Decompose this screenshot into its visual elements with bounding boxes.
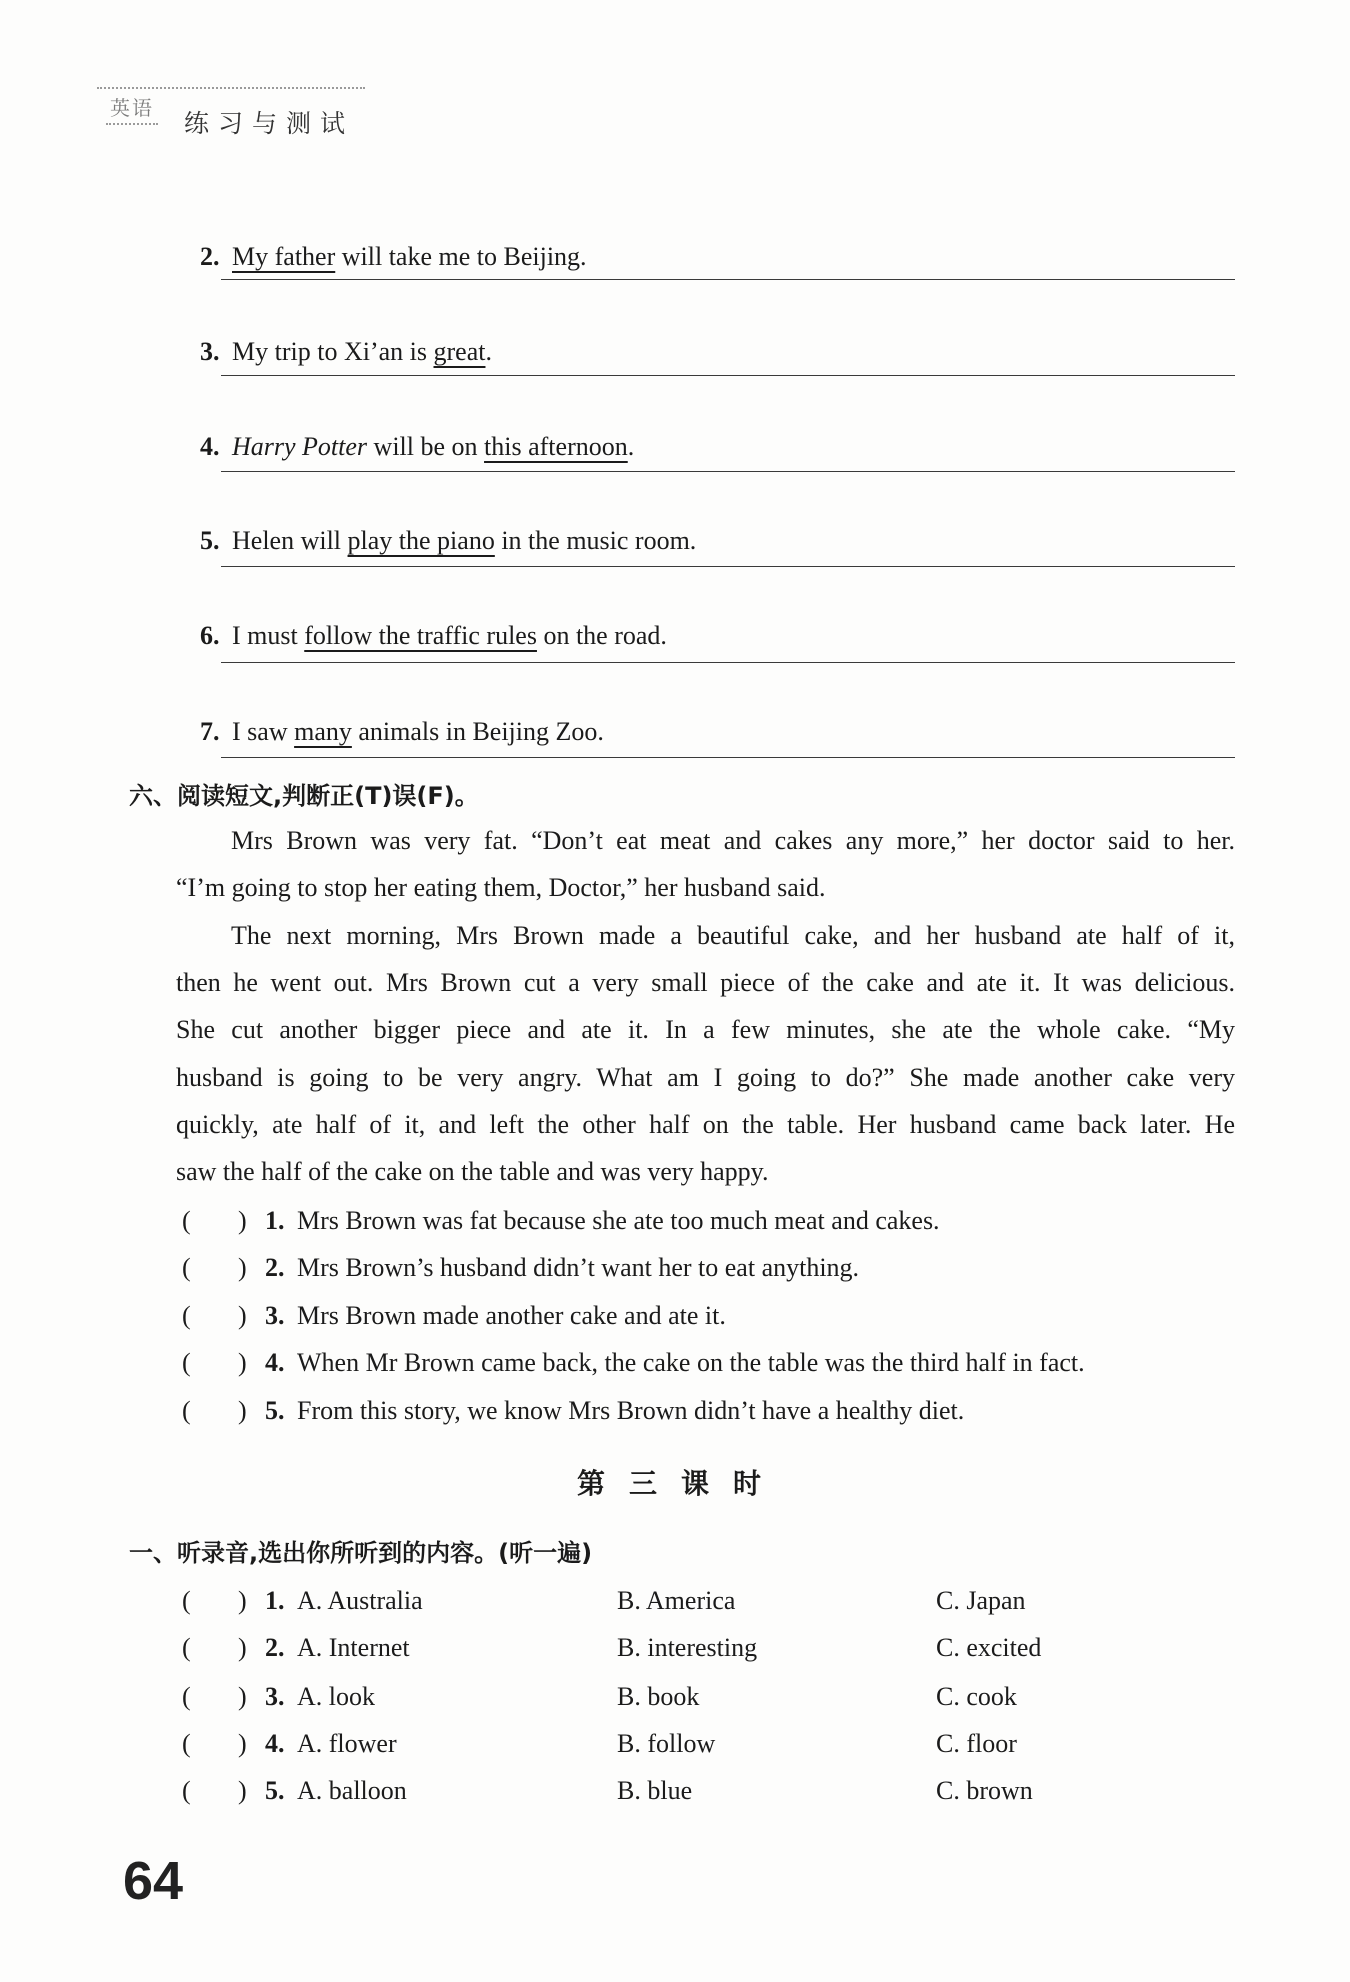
item-number: 2. [200, 242, 220, 271]
answer-bracket-open: ( [182, 1633, 191, 1662]
question-text: Mrs Brown made another cake and ate it. [297, 1301, 726, 1330]
answer-bracket-open: ( [182, 1776, 191, 1805]
item-number: 6. [200, 621, 220, 650]
rewrite-item [187, 588, 667, 650]
header-dotted-rule [97, 87, 365, 89]
item-number: 7. [200, 717, 220, 746]
listening-question [0, 1775, 1350, 1807]
answer-bracket-open: ( [182, 1729, 191, 1758]
listening-question [0, 1681, 1350, 1713]
question-text: From this story, we know Mrs Brown didn’t have a healthy diet. [297, 1396, 965, 1425]
passage-line: then he went out. Mrs Brown cut a very small piece of the cake and ate it. It was delicious. [176, 968, 1235, 997]
rewrite-item [187, 493, 697, 555]
item-text: My trip to Xi’an is [232, 337, 434, 366]
passage-line: Mrs Brown was very fat. “Don’t eat meat and cakes any more,” her doctor said to her. [231, 826, 1235, 855]
item-number: 4. [200, 432, 220, 461]
item-text: on the road. [536, 621, 667, 650]
option-b: B. blue [617, 1776, 693, 1805]
item-text: . [485, 337, 492, 366]
item-text: will take me to Beijing. [335, 242, 587, 271]
item-text: animals in Beijing Zoo. [351, 717, 604, 746]
question-number: 1. [265, 1586, 285, 1615]
question-number: 2. [265, 1633, 285, 1662]
answer-bracket-close: ) [238, 1776, 247, 1805]
answer-bracket-open: ( [182, 1348, 191, 1377]
option-b: B. book [617, 1682, 700, 1711]
answer-bracket-open: ( [182, 1586, 191, 1615]
underlined-phrase: My father [232, 242, 336, 271]
answer-bracket-open: ( [182, 1206, 191, 1235]
option-b: B. interesting [617, 1633, 758, 1662]
true-false-question [0, 1300, 1350, 1332]
series-title: 练习与测试 [184, 109, 355, 138]
item-text: I saw [232, 717, 295, 746]
page-number: 64 [123, 1851, 184, 1911]
passage-line: saw the half of the cake on the table and was very happy. [176, 1157, 769, 1186]
underlined-phrase: this afternoon [484, 432, 628, 461]
underlined-phrase: great [433, 337, 486, 366]
answer-bracket-close: ) [238, 1633, 247, 1662]
lesson-title: 第三课时 [576, 1467, 785, 1500]
answer-bracket-close: ) [238, 1586, 247, 1615]
answer-bracket-close: ) [238, 1396, 247, 1425]
underlined-phrase: many [294, 717, 352, 746]
rewrite-item [187, 684, 604, 746]
item-text: I must [232, 621, 305, 650]
option-c: C. excited [936, 1633, 1042, 1662]
answer-bracket-open: ( [182, 1253, 191, 1282]
question-number: 5. [265, 1776, 285, 1805]
answer-line [221, 566, 1235, 567]
item-text: . [627, 432, 635, 461]
answer-bracket-close: ) [238, 1682, 247, 1711]
option-c: C. floor [936, 1729, 1017, 1758]
true-false-question [0, 1252, 1350, 1284]
reading-section-heading: 六、阅读短文,判断正(T)误(F)。 [129, 782, 479, 810]
answer-bracket-open: ( [182, 1301, 191, 1330]
listening-question [0, 1728, 1350, 1760]
question-number: 4. [265, 1729, 285, 1758]
listening-question [0, 1632, 1350, 1664]
question-number: 4. [265, 1348, 285, 1377]
answer-line [221, 662, 1235, 663]
answer-line [221, 757, 1235, 758]
passage-line: She cut another bigger piece and ate it. In a few minutes, she ate the whole cake. “My [176, 1015, 1235, 1044]
passage-line: The next morning, Mrs Brown made a beautiful cake, and her husband ate half of it, [231, 921, 1235, 950]
question-number: 1. [265, 1206, 285, 1235]
answer-bracket-close: ) [238, 1206, 247, 1235]
item-number: 5. [200, 526, 220, 555]
question-number: 3. [265, 1682, 285, 1711]
item-text: will be on [367, 432, 485, 461]
item-text: Helen will [232, 526, 348, 555]
underlined-phrase: play the piano [347, 526, 495, 555]
passage-line: husband is going to be very angry. What am I going to do?” She made another cake very [176, 1063, 1235, 1092]
answer-bracket-open: ( [182, 1396, 191, 1425]
underlined-phrase: follow the traffic rules [304, 621, 537, 650]
question-text: When Mr Brown came back, the cake on the table was the third half in fact. [297, 1348, 1085, 1377]
option-b: B. follow [617, 1729, 716, 1758]
passage-line: quickly, ate half of it, and left the other half on the table. Her husband came back later. He [176, 1110, 1235, 1139]
answer-bracket-close: ) [238, 1301, 247, 1330]
listening-section-heading: 一、听录音,选出你所听到的内容。(听一遍) [129, 1539, 593, 1567]
passage-line: “I’m going to stop her eating them, Doctor,” her husband said. [176, 873, 826, 902]
true-false-question [0, 1395, 1350, 1427]
question-number: 5. [265, 1396, 285, 1425]
option-c: C. brown [936, 1776, 1033, 1805]
option-b: B. America [617, 1586, 736, 1615]
option-a: A. Internet [297, 1633, 410, 1662]
rewrite-item [187, 399, 635, 461]
option-c: C. cook [936, 1682, 1017, 1711]
true-false-question [0, 1205, 1350, 1237]
answer-bracket-open: ( [182, 1682, 191, 1711]
subject-label: 英语 [106, 93, 158, 125]
listening-question [0, 1585, 1350, 1617]
answer-bracket-close: ) [238, 1729, 247, 1758]
question-text: Mrs Brown’s husband didn’t want her to eat anything. [297, 1253, 860, 1282]
rewrite-item [187, 209, 587, 271]
answer-line [221, 471, 1235, 472]
answer-line [221, 279, 1235, 280]
option-a: A. look [297, 1682, 375, 1711]
answer-bracket-close: ) [238, 1348, 247, 1377]
option-a: A. flower [297, 1729, 397, 1758]
answer-bracket-close: ) [238, 1253, 247, 1282]
question-number: 2. [265, 1253, 285, 1282]
rewrite-item [187, 304, 492, 366]
option-a: A. balloon [297, 1776, 407, 1805]
true-false-question [0, 1347, 1350, 1379]
option-c: C. Japan [936, 1586, 1026, 1615]
item-number: 3. [200, 337, 220, 366]
item-text: in the music room. [494, 526, 697, 555]
question-number: 3. [265, 1301, 285, 1330]
italic-title: Harry Potter [232, 432, 368, 461]
question-text: Mrs Brown was fat because she ate too much meat and cakes. [297, 1206, 940, 1235]
answer-line [221, 375, 1235, 376]
option-a: A. Australia [297, 1586, 423, 1615]
